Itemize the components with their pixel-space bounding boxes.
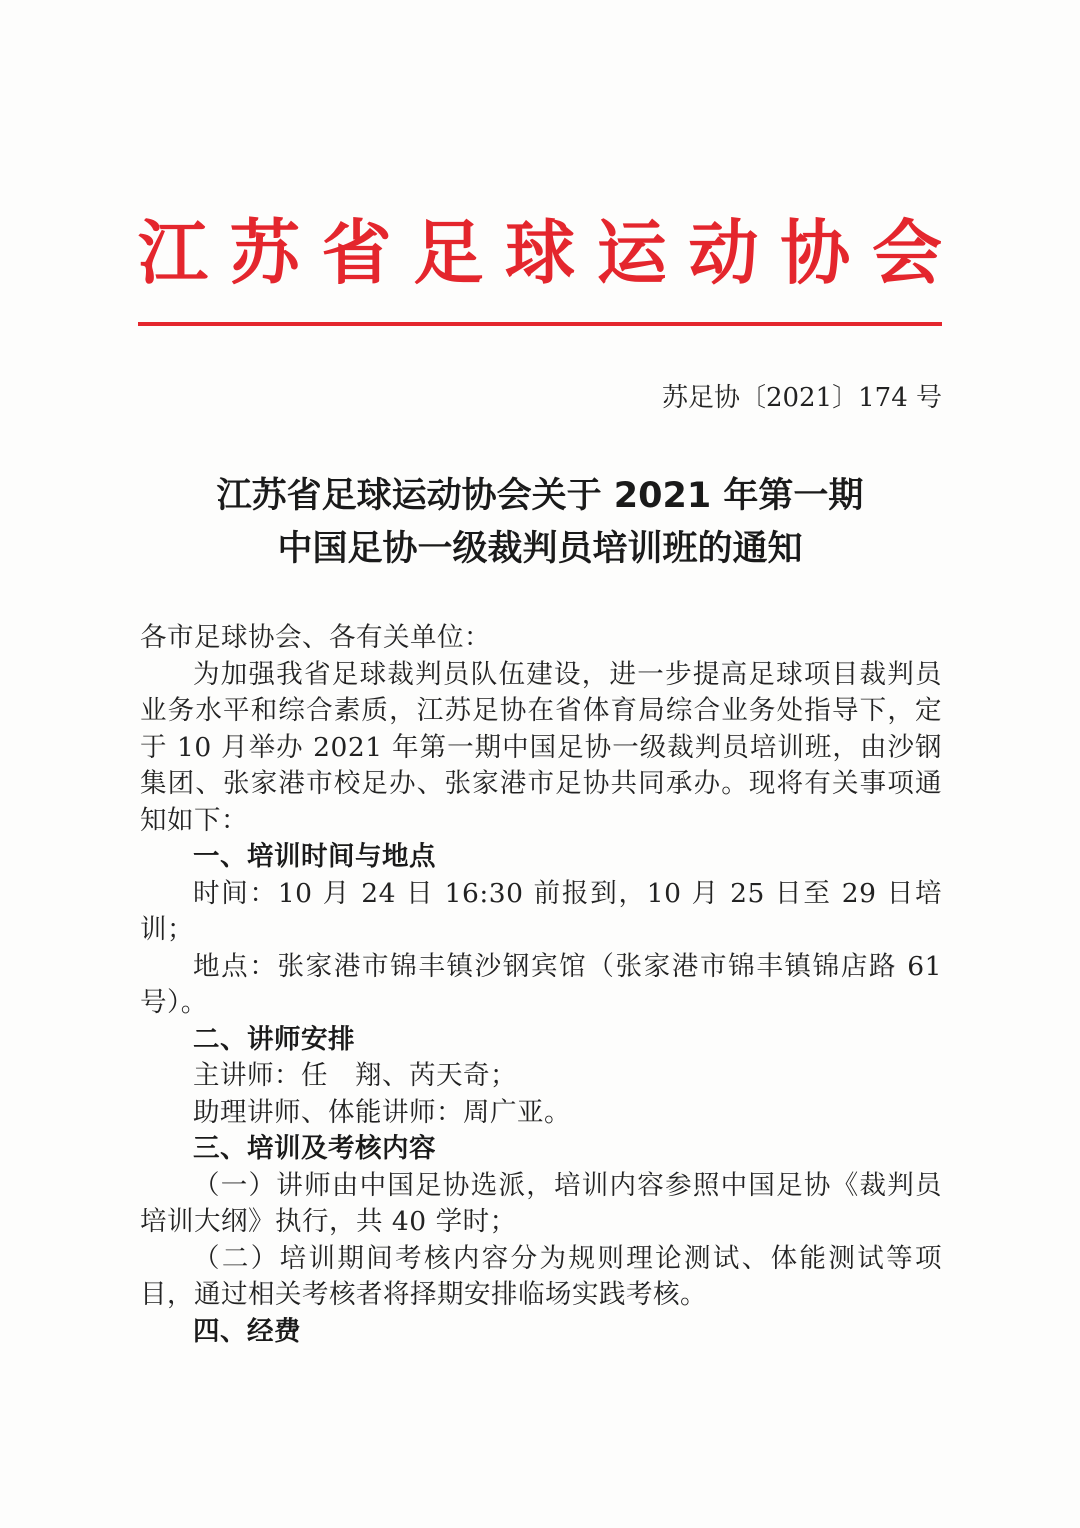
assistant-lecturers: 助理讲师、体能讲师：周广亚。 bbox=[193, 1096, 571, 1128]
letterhead-char: 动 bbox=[688, 212, 759, 294]
letterhead-char: 苏 bbox=[229, 212, 300, 294]
document-number: 苏足协〔2021〕174 号 bbox=[661, 383, 942, 413]
main-lecturers: 主讲师：任 翔、芮天奇； bbox=[193, 1060, 517, 1091]
letterhead-char: 江 bbox=[138, 212, 208, 294]
section-heading: 三、培训及考核内容 bbox=[193, 1133, 436, 1164]
section-heading: 一、培训时间与地点 bbox=[193, 841, 436, 872]
title-line-2: 中国足协一级裁判员培训班的通知 bbox=[277, 529, 803, 569]
letterhead-divider bbox=[138, 322, 942, 326]
content-item-2: （二）培训期间考核内容分为规则理论测试、体能测试等项目，通过相关考核者将择期安排临场实践考核。 bbox=[140, 1242, 942, 1310]
section-heading: 四、经费 bbox=[193, 1315, 301, 1347]
letterhead-char: 会 bbox=[872, 212, 942, 294]
training-place: 地点：张家港市锦丰镇沙钢宾馆（张家港市锦丰镇锦店路 61 号）。 bbox=[140, 950, 942, 1018]
document-title bbox=[138, 470, 942, 576]
org-letterhead bbox=[138, 208, 942, 298]
title-line-1: 江苏省足球运动协会关于 2021 年第一期 bbox=[216, 476, 864, 516]
training-time: 时间：10 月 24 日 16:30 前报到，10 月 25 日至 29 日培训； bbox=[140, 877, 942, 945]
letterhead-char: 球 bbox=[505, 212, 575, 294]
salutation: 各市足球协会、各有关单位： bbox=[140, 622, 491, 653]
section-heading: 二、讲师安排 bbox=[193, 1023, 355, 1055]
intro-paragraph: 为加强我省足球裁判员队伍建设，进一步提高足球项目裁判员业务水平和综合素质，江苏足协在省体育局综合业务处指导下，定于 10 月举办 2021 年第一期中国足协一级裁判员培训班，由沙钢集团、张家港市校足办、张家港市足协共同承办。现将有关事项通知如下： bbox=[140, 658, 942, 836]
document-body bbox=[140, 620, 942, 1350]
letterhead-char: 运 bbox=[596, 212, 667, 294]
content-item-1: （一）讲师由中国足协选派，培训内容参照中国足协《裁判员培训大纲》执行，共 40 学时； bbox=[140, 1169, 942, 1237]
letterhead-char: 协 bbox=[780, 212, 851, 294]
letterhead-char: 省 bbox=[321, 212, 392, 294]
letterhead-char: 足 bbox=[413, 212, 484, 294]
